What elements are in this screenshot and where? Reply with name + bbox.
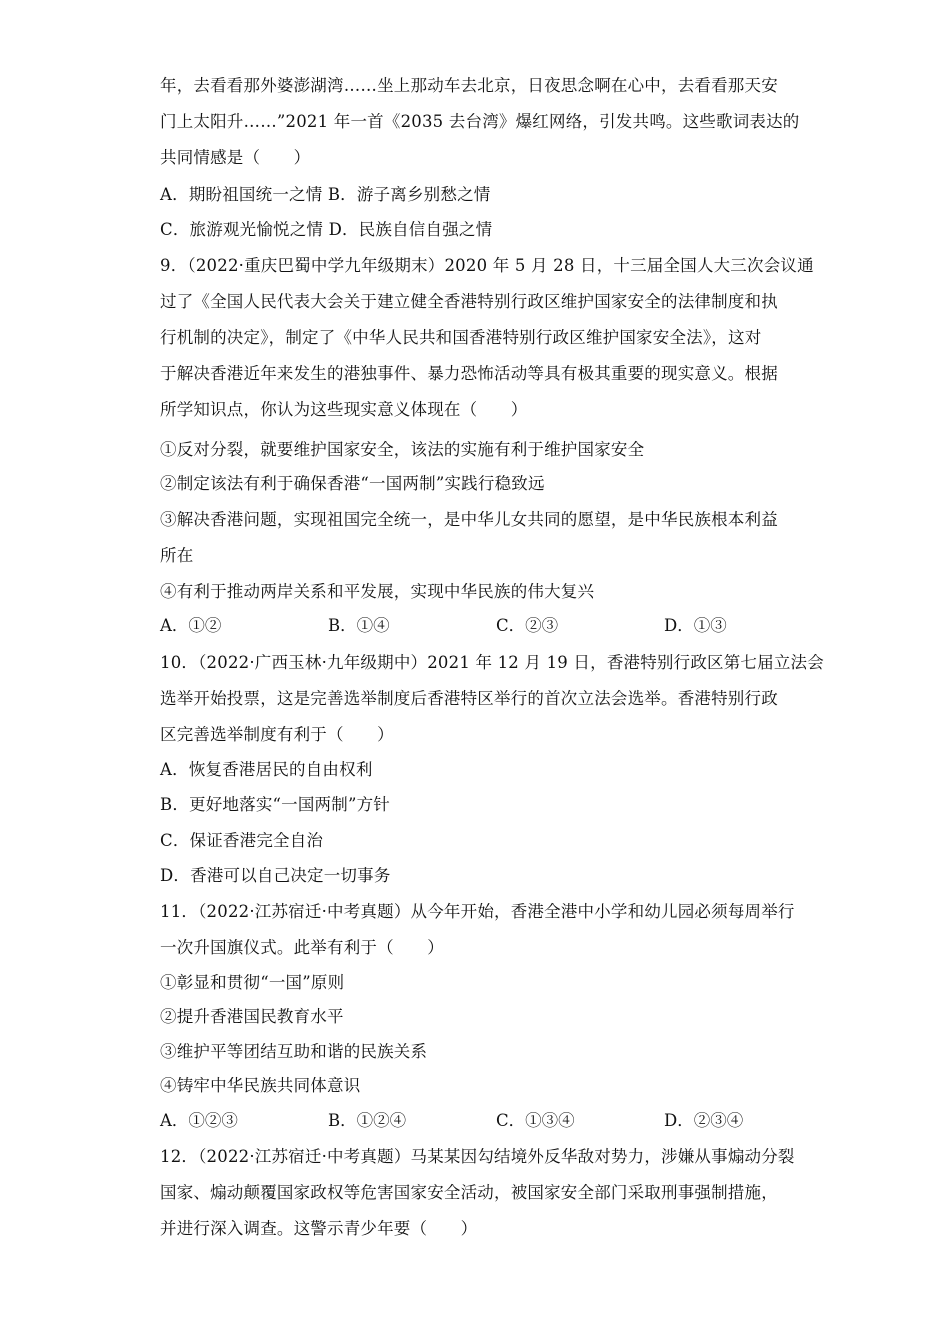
q8-options-row-2: C．旅游观光愉悦之情 D．民族自信自强之情 [160,220,493,239]
q9-option-a: A．①② [160,616,222,635]
q9-line-1: 9．（2022·重庆巴蜀中学九年级期末）2020 年 5 月 28 日，十三届全国人大三次会议通 [160,256,814,275]
q10-line-1: 10．（2022·广西玉林·九年级期中）2021 年 12 月 19 日，香港特别行政区第七届立法会 [160,653,824,672]
q8-line-2: 门上太阳升……”2021 年一首《2035 去台湾》爆红网络，引发共鸣。这些歌词表达的 [160,112,800,131]
q9-statement-2: ②制定该法有利于确保香港“一国两制”实践行稳致远 [160,474,545,493]
q10-option-d: D．香港可以自己决定一切事务 [160,866,391,885]
q11-line-2: 一次升国旗仪式。此举有利于（ ） [160,938,444,957]
q11-statement-3: ③维护平等团结互助和谐的民族关系 [160,1042,428,1061]
q11-option-a: A．①②③ [160,1111,238,1130]
q9-statement-3-cont: 所在 [160,546,194,565]
q10-option-b: B．更好地落实“一国两制”方针 [160,795,390,814]
q9-line-3: 行机制的决定》，制定了《中华人民共和国香港特别行政区维护国家安全法》，这对 [160,328,762,347]
q10-option-c: C．保证香港完全自治 [160,831,324,850]
q12-line-3: 并进行深入调查。这警示青少年要（ ） [160,1219,478,1238]
q9-option-b: B．①④ [328,616,390,635]
q12-line-2: 国家、煽动颠覆国家政权等危害国家安全活动，被国家安全部门采取刑事强制措施， [160,1183,778,1202]
q9-option-c: C．②③ [496,616,559,635]
q11-statement-2: ②提升香港国民教育水平 [160,1007,344,1026]
q9-statement-1: ①反对分裂，就要维护国家安全，该法的实施有利于维护国家安全 [160,440,645,459]
q8-line-1: 年，去看看那外婆澎湖湾……坐上那动车去北京，日夜思念啊在心中，去看看那天安 [160,76,778,95]
q11-line-1: 11．（2022·江苏宿迁·中考真题）从今年开始，香港全港中小学和幼儿园必须每周举行 [160,902,795,921]
q11-option-c: C．①③④ [496,1111,575,1130]
q11-option-d: D．②③④ [664,1111,744,1130]
q8-line-3: 共同情感是（ ） [160,148,311,167]
q10-line-3: 区完善选举制度有利于（ ） [160,725,394,744]
q9-statement-3: ③解决香港问题，实现祖国完全统一，是中华儿女共同的愿望，是中华民族根本利益 [160,510,778,529]
q12-line-1: 12．（2022·江苏宿迁·中考真题）马某某因勾结境外反华敌对势力，涉嫌从事煽动分裂 [160,1147,795,1166]
q9-line-5: 所学知识点，你认为这些现实意义体现在（ ） [160,400,528,419]
q11-statement-1: ①彰显和贯彻“一国”原则 [160,973,345,992]
q9-line-2: 过了《全国人民代表大会关于建立健全香港特别行政区维护国家安全的法律制度和执 [160,292,778,311]
q10-line-2: 选举开始投票，这是完善选举制度后香港特区举行的首次立法会选举。香港特别行政 [160,689,778,708]
q9-line-4: 于解决香港近年来发生的港独事件、暴力恐怖活动等具有极其重要的现实意义。根据 [160,364,778,383]
q9-option-d: D．①③ [664,616,727,635]
q10-option-a: A．恢复香港居民的自由权利 [160,760,373,779]
q11-option-b: B．①②④ [328,1111,407,1130]
q11-statement-4: ④铸牢中华民族共同体意识 [160,1076,361,1095]
q8-options-row-1: A．期盼祖国统一之情 B．游子离乡别愁之情 [160,185,491,204]
q9-statement-4: ④有利于推动两岸关系和平发展，实现中华民族的伟大复兴 [160,582,595,601]
